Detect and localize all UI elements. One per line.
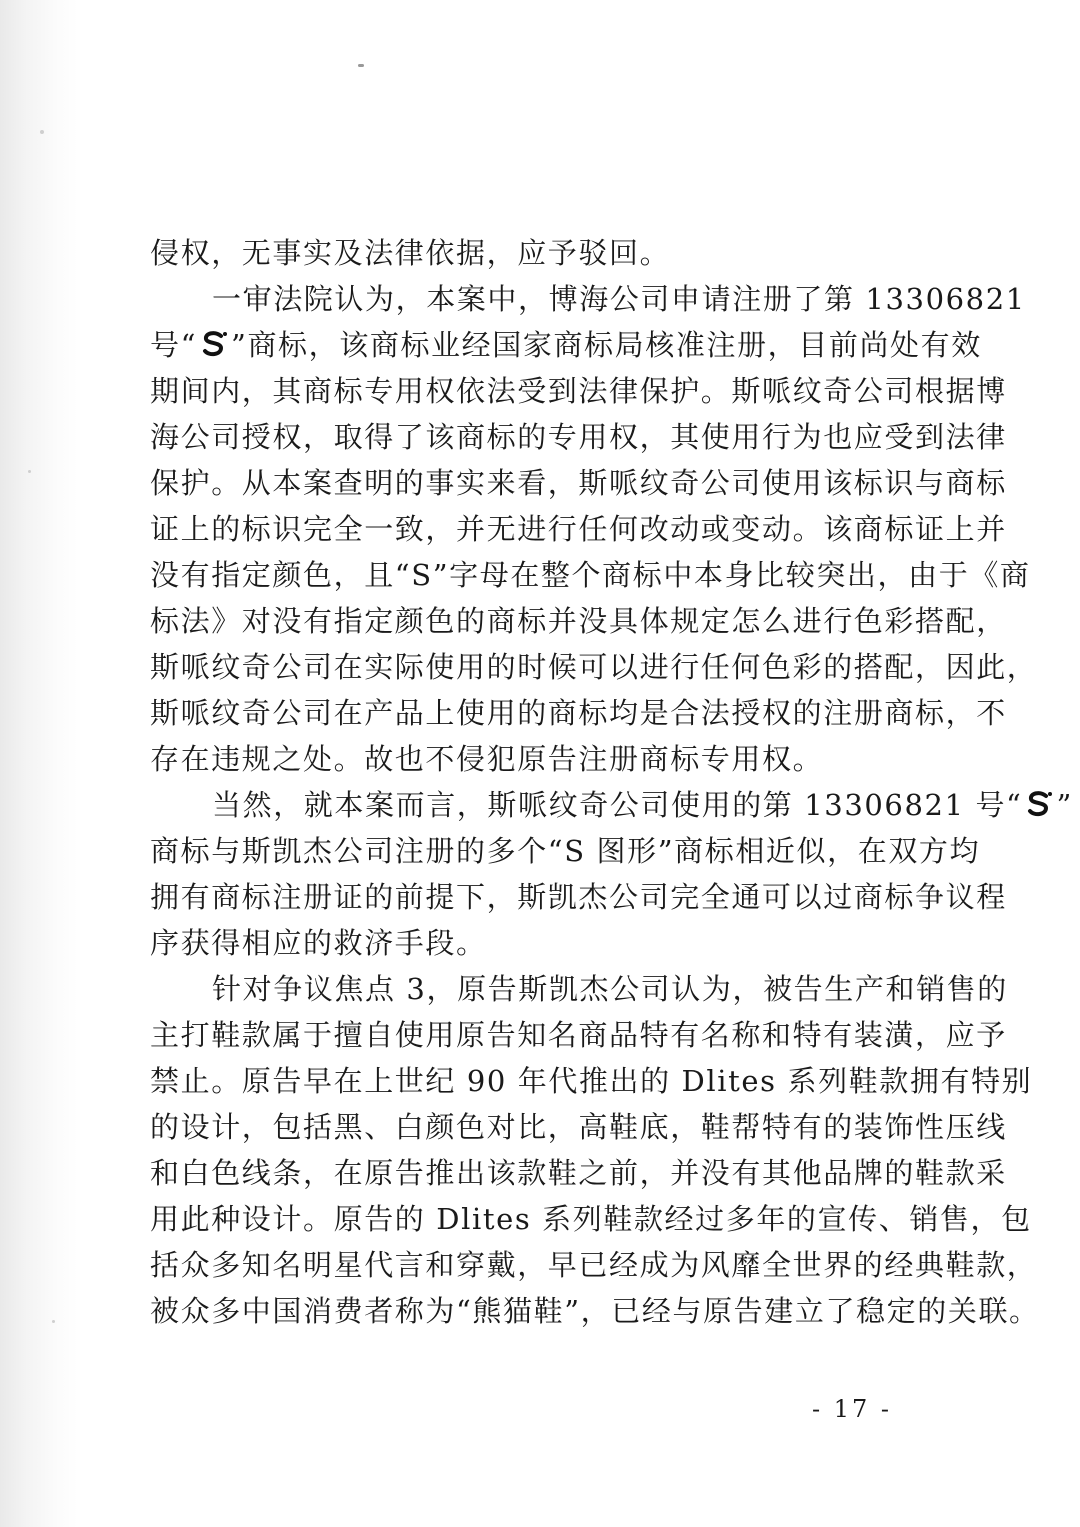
text-line: 存在违规之处。故也不侵犯原告注册商标专用权。 (150, 742, 824, 776)
text-line: 被众多中国消费者称为“熊猫鞋”，已经与原告建立了稳定的关联。 (150, 1294, 1040, 1328)
text-line: 针对争议焦点 3，原告斯凯杰公司认为，被告生产和销售的 (212, 972, 1008, 1006)
text-fragment: ”商标，该商标业经国家商标局核准注册，目前尚处有效 (231, 328, 982, 362)
text-line: 用此种设计。原告的 Dlites 系列鞋款经过多年的宣传、销售，包 (150, 1202, 1032, 1236)
scan-shadow-edge (0, 0, 78, 1527)
text-line: 斯哌纹奇公司在实际使用的时候可以进行任何色彩的搭配，因此， (150, 650, 1038, 684)
text-line: 禁止。原告早在上世纪 90 年代推出的 Dlites 系列鞋款拥有特别 (150, 1064, 1033, 1098)
text-line: 证上的标识完全一致，并无进行任何改动或变动。该商标证上并 (150, 512, 1007, 546)
text-line: 斯哌纹奇公司在产品上使用的商标均是合法授权的注册商标，不 (150, 696, 1007, 730)
text-line: 括众多知名明星代言和穿戴，早已经成为风靡全世界的经典鞋款， (150, 1248, 1038, 1282)
s-swirl-logo-icon (1024, 789, 1054, 819)
text-fragment: 当然，就本案而言，斯哌纹奇公司使用的第 13306821 号“ (212, 788, 1023, 822)
scan-mark (358, 64, 364, 67)
text-line: 的设计，包括黑、白颜色对比，高鞋底，鞋帮特有的装饰性压线 (150, 1110, 1007, 1144)
text-line: 主打鞋款属于擅自使用原告知名商品特有名称和特有装潢，应予 (150, 1018, 1007, 1052)
text-line: 商标与斯凯杰公司注册的多个“S 图形”商标相近似，在双方均 (150, 834, 981, 868)
page-number: - 17 - (812, 1395, 893, 1423)
text-fragment: ” (1056, 788, 1073, 822)
scan-speck (40, 130, 44, 134)
text-line: 和白色线条，在原告推出该款鞋之前，并没有其他品牌的鞋款采 (150, 1156, 1007, 1190)
text-line: 海公司授权，取得了该商标的专用权，其使用行为也应受到法律 (150, 420, 1007, 454)
text-line (150, 322, 982, 368)
text-line (150, 782, 1073, 828)
scan-speck (28, 470, 31, 473)
document-body (150, 230, 1073, 1334)
text-line: 没有指定颜色，且“S”字母在整个商标中本身比较突出，由于《商 (150, 558, 1031, 592)
scan-speck (52, 1320, 55, 1323)
text-line: 期间内，其商标专用权依法受到法律保护。斯哌纹奇公司根据博 (150, 374, 1007, 408)
text-fragment: 号“ (150, 328, 198, 362)
text-line: 标法》对没有指定颜色的商标并没具体规定怎么进行色彩搭配， (150, 604, 1007, 638)
text-line: 侵权，无事实及法律依据，应予驳回。 (150, 236, 671, 270)
text-line: 一审法院认为，本案中，博海公司申请注册了第 13306821 (212, 282, 1026, 316)
text-line: 拥有商标注册证的前提下，斯凯杰公司完全通可以过商标争议程 (150, 880, 1007, 914)
s-swirl-logo-icon (199, 329, 229, 359)
text-line: 保护。从本案查明的事实来看，斯哌纹奇公司使用该标识与商标 (150, 466, 1007, 500)
text-line: 序获得相应的救济手段。 (150, 926, 487, 960)
